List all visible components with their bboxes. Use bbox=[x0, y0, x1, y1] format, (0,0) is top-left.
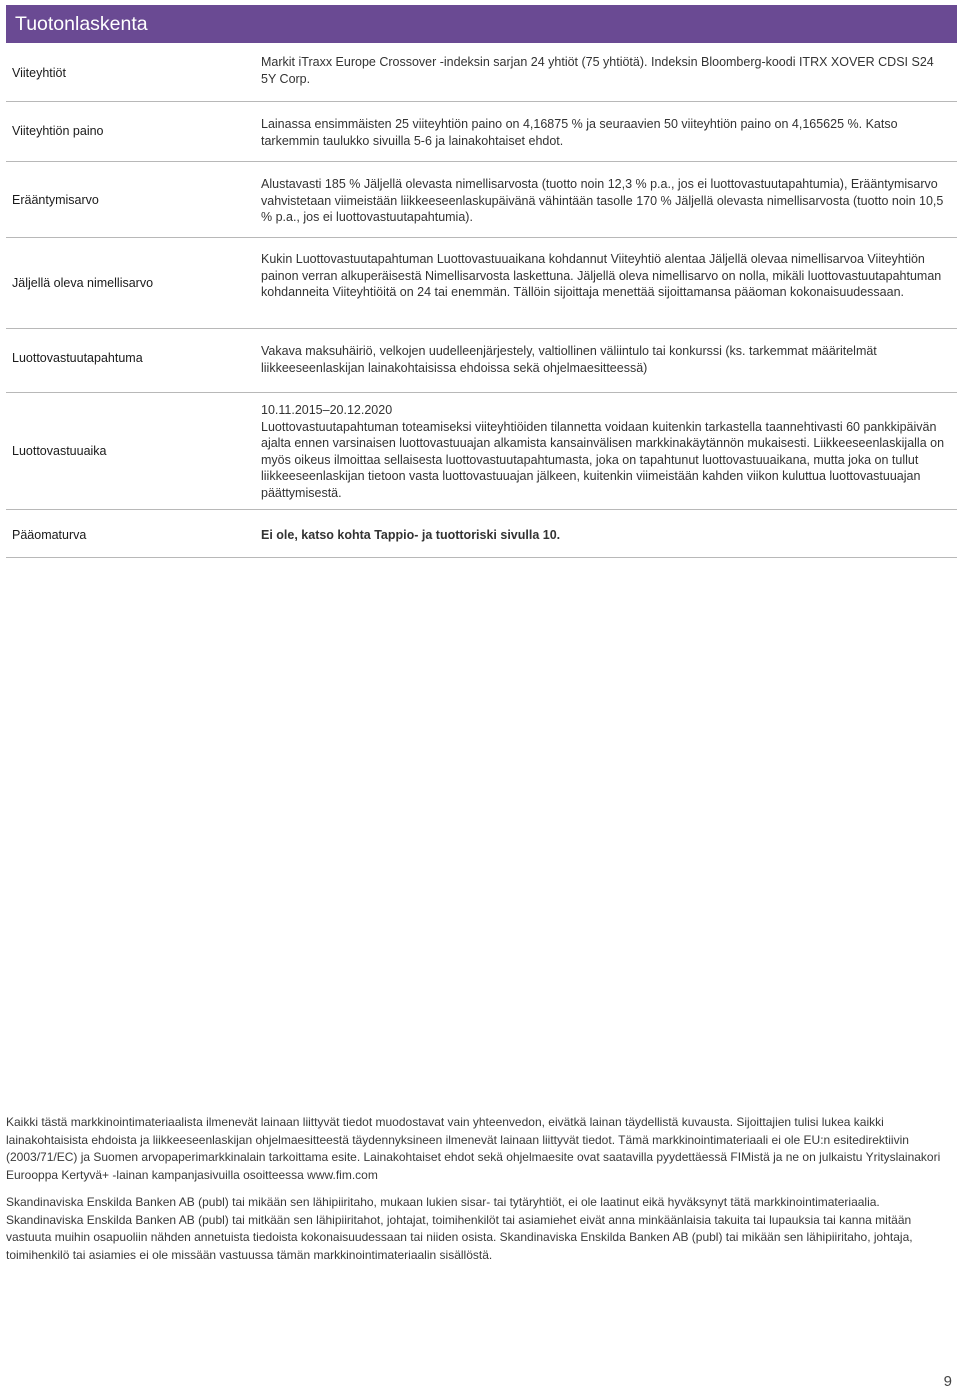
row-value-dates: 10.11.2015–20.12.2020 bbox=[261, 403, 393, 417]
table-row-jaljella-oleva-nimellisarvo bbox=[6, 238, 957, 329]
row-label: Luottovastuuaika bbox=[12, 444, 107, 458]
table-row-eraantymisarvo bbox=[6, 162, 957, 238]
row-value: Vakava maksuhäiriö, velkojen uudelleenjärjestely, valtiollinen väliintulo tai konkurssi (ks. tarkemmat määritelmät liikkeeseenlaskijan lainakohtaisissa ehdoissa sekä ohjelmaesitteessä) bbox=[261, 344, 877, 375]
disclaimer-paragraph: Skandinaviska Enskilda Banken AB (publ) tai mikään sen lähipiiritaho, mukaan lukien sisar- tai tytäryhtiöt, ei ole laatinut eikä hyväksynyt tätä markkinointimateriaalia. Skandinaviska Enskilda Banken AB (publ) tai mitkään sen lähipiiritahot, johtajat, toimihenkilöt tai asiamiehet eivät anna minkäänlaisia takuita tai lupauksia tai kanna mitään vastuuta muihin osapuoliin nähden annetuista tiedoista kokonaisuudessaan tai niiden osista. Skandinaviska Enskilda Banken AB (publ) tai mikään sen lähipiiritaho, johtaja, toimihenkilö tai asiamies ei ole missään vastuussa tämän markkinointimateriaalin sisällöstä. bbox=[6, 1195, 913, 1262]
row-label: Viiteyhtiön paino bbox=[12, 124, 104, 138]
table-row-luottovastuuaika bbox=[6, 393, 957, 510]
row-label: Viiteyhtiöt bbox=[12, 66, 66, 80]
row-value: Markit iTraxx Europe Crossover -indeksin sarjan 24 yhtiöt (75 yhtiötä). Indeksin Bloomberg-koodi ITRX XOVER CDSI S24 5Y Corp. bbox=[261, 55, 934, 86]
row-value: Kukin Luottovastuutapahtuman Luottovastuuaikana kohdannut Viiteyhtiö alentaa Jäljellä olevaa nimellisarvoa Viiteyhtiön painon verran alkuperäisestä Nimellisarvosta laskettuna. Jäljellä oleva nimellisarvo on nolla, mikäli luottovastuutapahtuman kohdanneita Viiteyhtiöitä on 24 tai enemmän. Tällöin sijoittaja menettää sijoittamansa pääoman kokonaisuudessaan. bbox=[261, 252, 942, 299]
disclaimer bbox=[6, 1114, 954, 1264]
section-title: Tuotonlaskenta bbox=[15, 13, 148, 35]
table-row-luottovastuutapahtuma bbox=[6, 329, 957, 393]
table-row-viiteyhtiot bbox=[6, 45, 957, 102]
table-row-paaomaturva bbox=[6, 510, 957, 558]
row-value: Alustavasti 185 % Jäljellä olevasta nimellisarvosta (tuotto noin 12,3 % p.a., jos ei luottovastuutapahtumia), Erääntymisarvo vahvistetaan viimeistään liikkeeseenlaskupäivänä vähintään tasolle 170 % Jäljellä olevasta nimellisarvosta (tuotto noin 10,5 % p.a., jos ei luottovastuutapahtumia). bbox=[261, 177, 944, 224]
row-label: Pääomaturva bbox=[12, 528, 87, 542]
row-label: Erääntymisarvo bbox=[12, 193, 99, 207]
row-value-description: Luottovastuutapahtuman toteamiseksi viiteyhtiöiden tilannetta voidaan kuitenkin tarkastella taannehtivasti 60 pankkipäivän ajalta ennen varsinaisen luottovastuuajan alkamista kansainvälisen markkinakäytännön mukaisesti. Liikkeeseenlaskijalla on myös oikeus ilmoittaa sellaisesta luottovastuutapahtumasta, joka on tapahtunut luottovastuuaikana, mutta joka on tullut liikkeeseenlaskijan tietoon vasta luottovastuuajan jälkeen, kuitenkin viimeistään kahden viikon kuluttua luottovastuuajan päättymisestä. bbox=[261, 419, 945, 500]
row-label: Jäljellä oleva nimellisarvo bbox=[12, 276, 154, 290]
row-value: Lainassa ensimmäisten 25 viiteyhtiön paino on 4,16875 % ja seuraavien 50 viiteyhtiön paino on 4,165625 %. Katso tarkemmin taulukko sivuilla 5-6 ja lainakohtaiset ehdot. bbox=[261, 117, 898, 148]
section-header bbox=[6, 5, 957, 43]
page-number: 9 bbox=[943, 1373, 952, 1390]
row-value: Ei ole, katso kohta Tappio- ja tuottoriski sivulla 10. bbox=[261, 528, 561, 542]
row-label: Luottovastuutapahtuma bbox=[12, 351, 143, 365]
row-value bbox=[261, 402, 951, 501]
disclaimer-paragraph: Kaikki tästä markkinointimateriaalista ilmenevät lainaan liittyvät tiedot muodostavat vain yhteenvedon, eivätkä lainan täydellistä kuvausta. Sijoittajien tulisi lukea kaikki lainakohtaisista ehdoista ja liikkeeseenlaskijan ohjelmaesitteestä täydennyksineen ilmenevät lainaan liittyvät tiedot. Tämä markkinointimateriaali ei ole EU:n esitedirektiivin (2003/71/EC) ja Suomen arvopaperimarkkinalain tarkoittama esite. Lainakohtaiset ehdot sekä ohjelmaesite ovat saatavilla pyydettäessä FIMistä ja ne on julkaistu Yrityslainakori Eurooppa Kertyvä+ -lainan kampanjasivuilla osoitteessa www.fim.com bbox=[6, 1115, 941, 1182]
table-row-viiteyhtion-paino bbox=[6, 102, 957, 162]
